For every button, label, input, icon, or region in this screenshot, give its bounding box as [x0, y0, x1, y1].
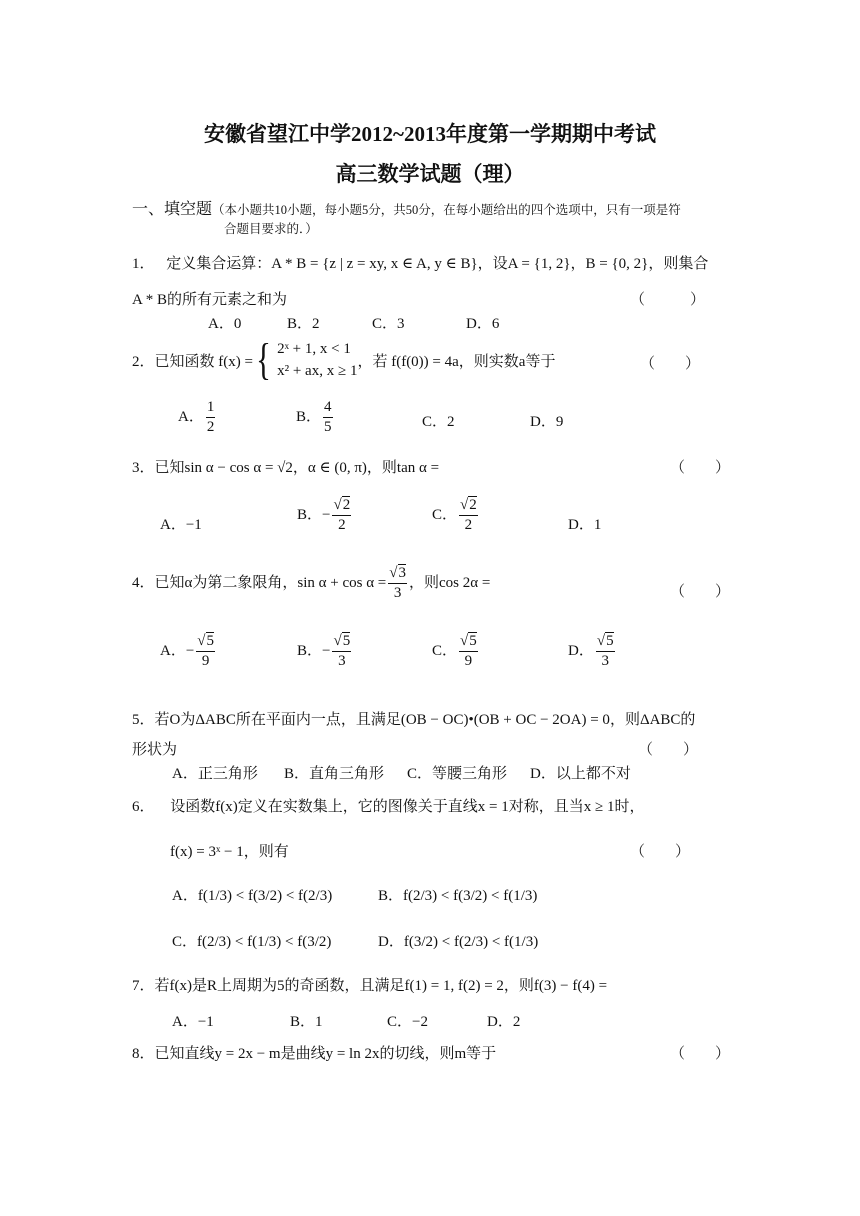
- q2-option-b-label: B．: [296, 408, 322, 425]
- question-7: [132, 974, 607, 995]
- exam-title: 安徽省望江中学2012~2013年度第一学期期中考试: [204, 122, 656, 146]
- q5-text-b: ，则ΔABC的: [609, 712, 696, 728]
- question-2: [132, 335, 556, 384]
- numerator: 1: [206, 400, 216, 418]
- q5-number: 5．: [132, 712, 155, 728]
- q8-text: 已知直线y = 2x − m是曲线y = ln 2x的切线，则m等于: [154, 1046, 497, 1062]
- q6-line1: 设函数f(x)定义在实数集上，它的图像关于直线x = 1对称，且当x ≥ 1时，: [170, 799, 645, 815]
- q5-answer-paren: （ ）: [638, 742, 699, 758]
- q1-option-a: A．0: [208, 316, 242, 332]
- q2-option-c: C．2: [422, 414, 455, 430]
- question-6: [132, 795, 644, 816]
- radicand: 2: [469, 497, 477, 513]
- fraction: [459, 634, 478, 669]
- denominator: 3: [393, 585, 402, 601]
- q3-number: 3．: [132, 460, 155, 476]
- q3-answer-paren: （ ）: [670, 460, 731, 476]
- q2-option-d: D．9: [530, 414, 564, 430]
- q7-text: 若f(x)是R上周期为5的奇函数，且满足f(1) = 1, f(2) = 2，则f(3) − f(4) =: [154, 978, 608, 994]
- q4-option-d: [568, 634, 617, 669]
- radicand: 5: [342, 633, 351, 649]
- q1-number: 1．: [132, 256, 155, 272]
- q2-case-1: 2ˣ + 1, x < 1: [277, 341, 351, 357]
- radicand: 3: [398, 565, 406, 581]
- q6-option-c: C．f(2/3) < f(1/3) < f(3/2): [172, 934, 332, 950]
- q2-lead: 已知函数 f(x) =: [154, 353, 253, 370]
- q2-answer-paren: （ ）: [640, 356, 701, 372]
- q5-option-c: C．等腰三角形: [407, 766, 508, 782]
- denominator: 2: [338, 517, 346, 533]
- denominator: 5: [324, 419, 332, 435]
- q3-text: 已知sin α − cos α = √2，α ∈ (0, π)，则tan α =: [154, 460, 440, 476]
- q3-option-d: D．1: [568, 517, 602, 533]
- q6-option-d: D．f(3/2) < f(2/3) < f(1/3): [378, 934, 539, 950]
- q6-option-a: A．f(1/3) < f(3/2) < f(2/3): [172, 888, 333, 904]
- q6-option-b: B．f(2/3) < f(3/2) < f(1/3): [378, 888, 538, 904]
- question-1: [132, 252, 708, 273]
- numerator: √5: [459, 634, 478, 652]
- q4-option-a: [160, 634, 217, 669]
- q8-number: 8．: [132, 1046, 155, 1062]
- q3-option-b-label: B．−: [297, 506, 331, 523]
- q4-text-b: ，则cos 2α =: [409, 574, 491, 591]
- q5-vector-expression: (OB − OC)•(OB + OC − 2OA) = 0: [400, 712, 610, 728]
- radicand: 2: [342, 497, 351, 513]
- numerator: √2: [459, 498, 478, 516]
- q4-number: 4．: [132, 574, 155, 591]
- question-3: [132, 456, 439, 477]
- fraction: [332, 634, 351, 669]
- q5-option-a: A．正三角形: [172, 766, 258, 782]
- numerator: √5: [196, 634, 215, 652]
- numerator: √5: [332, 634, 351, 652]
- q2-option-a: [178, 400, 217, 435]
- q1-option-d: D．6: [466, 316, 500, 332]
- q4-option-c-label: C．: [432, 642, 458, 659]
- fraction: [332, 498, 351, 533]
- section-note-line1: （本小题共10小题，每小题5分，共50分，在每小题给出的四个选项中，只有一项是符: [212, 203, 681, 217]
- section-heading: [132, 196, 681, 219]
- q1-line2: A * B的所有元素之和为: [132, 292, 288, 308]
- radicand: 5: [206, 633, 215, 649]
- q5-text-a: 若O为ΔABC所在平面内一点，且满足: [154, 712, 401, 728]
- q5-option-b: B．直角三角形: [284, 766, 385, 782]
- radicand: 5: [469, 633, 477, 649]
- q3-option-b: [297, 498, 353, 533]
- q2-piecewise: [277, 338, 357, 382]
- denominator: 2: [206, 419, 215, 435]
- q4-option-b-label: B．−: [297, 642, 331, 659]
- exam-subtitle: 高三数学试题（理）: [335, 162, 525, 186]
- numerator: √3: [388, 566, 407, 584]
- q3-option-c: [432, 498, 480, 533]
- q3-option-a: A．−1: [160, 517, 202, 533]
- question-8: [132, 1042, 496, 1063]
- q2-option-b: [296, 400, 335, 435]
- q1-answer-paren: （ ）: [630, 292, 706, 308]
- denominator: 9: [201, 653, 210, 669]
- q4-answer-paren: （ ）: [670, 584, 731, 600]
- denominator: 2: [464, 517, 473, 533]
- q6-line2: f(x) = 3ˣ − 1，则有: [170, 844, 289, 860]
- q7-option-b: B．1: [290, 1014, 323, 1030]
- q4-option-b: [297, 634, 353, 669]
- fraction: [206, 400, 216, 435]
- q7-number: 7．: [132, 978, 155, 994]
- numerator: 4: [323, 400, 333, 418]
- fraction: [596, 634, 615, 669]
- q7-option-a: A．−1: [172, 1014, 214, 1030]
- q4-option-d-label: D．: [568, 642, 594, 659]
- numerator: √5: [596, 634, 615, 652]
- piecewise-brace: {: [256, 335, 271, 384]
- section-label: 一、填空题: [132, 201, 213, 218]
- q4-option-a-label: A．−: [160, 642, 195, 659]
- q5-line2: 形状为: [132, 742, 178, 758]
- question-5: [132, 708, 695, 729]
- q6-number: 6．: [132, 799, 155, 815]
- section-note-line2: 合题目要求的．）: [224, 222, 318, 236]
- q1-line1: 定义集合运算：A * B = {z | z = xy, x ∈ A, y ∈ B}，设A = {1, 2}，B = {0, 2}，则集合: [166, 256, 709, 272]
- q4-text-a: 已知α为第二象限角，sin α + cos α =: [154, 574, 387, 591]
- q3-option-c-label: C．: [432, 506, 458, 523]
- q5-option-d: D．以上都不对: [530, 766, 631, 782]
- q7-option-c: C．−2: [387, 1014, 428, 1030]
- q4-option-c: [432, 634, 480, 669]
- denominator: 9: [464, 653, 473, 669]
- fraction: [323, 400, 333, 435]
- fraction: [196, 634, 215, 669]
- q2-option-a-label: A．: [178, 408, 204, 425]
- radicand: 5: [606, 633, 614, 649]
- q6-answer-paren: （ ）: [630, 844, 691, 860]
- denominator: 3: [601, 653, 609, 669]
- question-4: [132, 566, 490, 601]
- q2-tail: ，若 f(f(0)) = 4a，则实数a等于: [357, 353, 556, 370]
- q8-answer-paren: （ ）: [670, 1046, 731, 1062]
- fraction: [459, 498, 478, 533]
- q2-case-2: x² + ax, x ≥ 1: [277, 363, 358, 379]
- q1-option-c: C．3: [372, 316, 405, 332]
- numerator: √2: [332, 498, 351, 516]
- q7-option-d: D．2: [487, 1014, 521, 1030]
- q2-number: 2．: [132, 353, 155, 370]
- fraction: [388, 566, 407, 601]
- q1-option-b: B．2: [287, 316, 320, 332]
- denominator: 3: [338, 653, 346, 669]
